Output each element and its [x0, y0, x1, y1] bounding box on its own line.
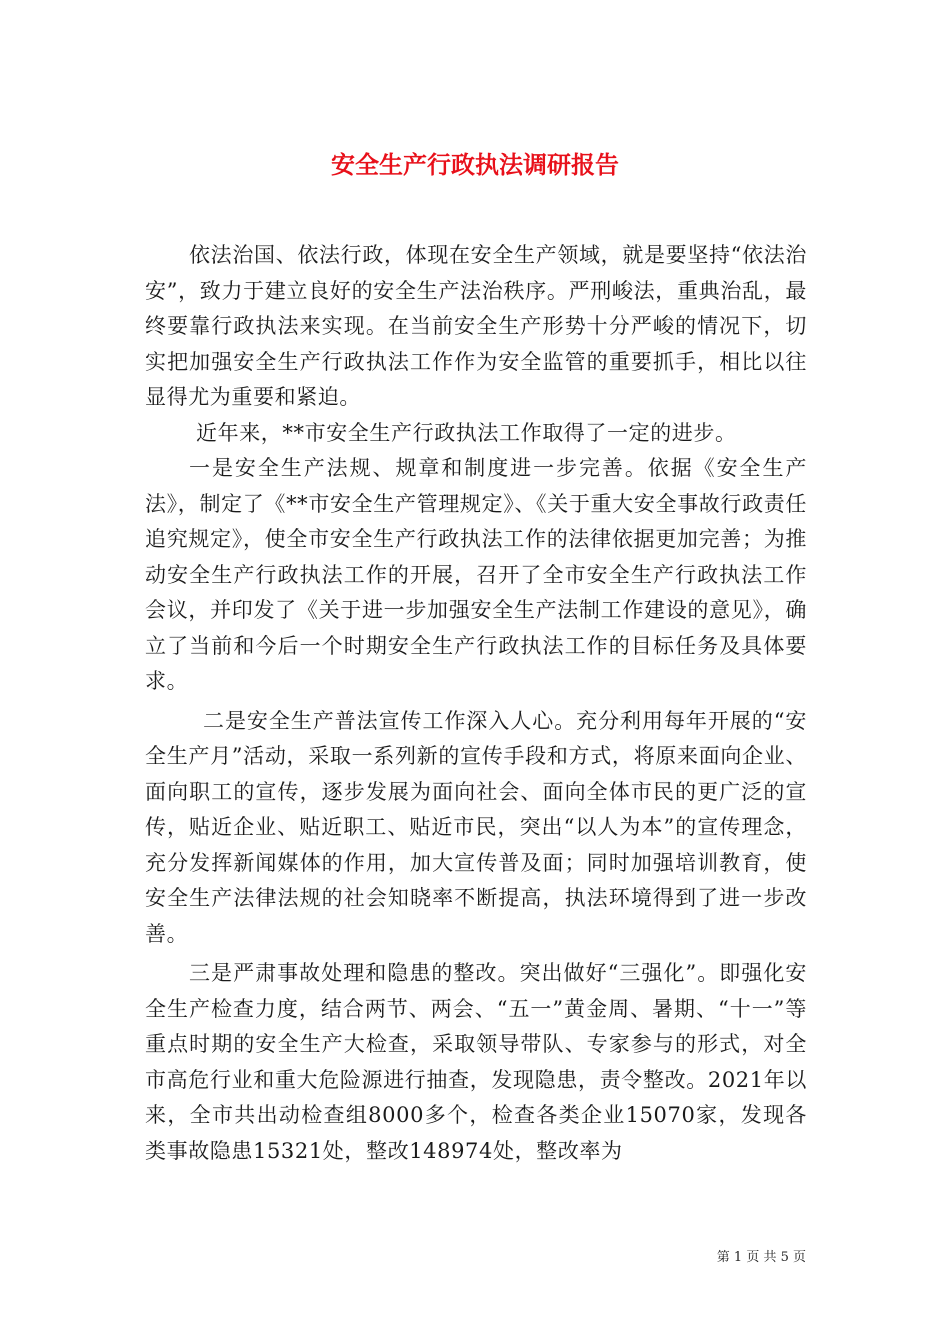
paragraph-regulations: 一是安全生产法规、规章和制度进一步完善。依据《安全生产法》，制定了《**市安全生产管理规定》、《关于重大安全事故行政责任追究规定》，使全市安全生产行政执法工作的法律依据更加完善；为推动安全生产行政执法工作的开展，召开了全市安全生产行政执法工作会议，并印发了《关于进一步加强安全生产法制工作建设的意见》，确立了当前和今后一个时期安全生产行政执法工作的目标任务及具体要求。	[145, 456, 807, 693]
paragraph-intro: 依法治国、依法行政，体现在安全生产领域，就是要坚持“依法治安”，致力于建立良好的安全生产法治秩序。严刑峻法，重典治乱，最终要靠行政执法来实现。在当前安全生产形势十分严峻的情况下，切实把加强安全生产行政执法工作作为安全监管的重要抓手，相比以往显得尤为重要和紧迫。	[145, 243, 807, 409]
paragraph-publicity: 二是安全生产普法宣传工作深入人心。充分利用每年开展的“安全生产月”活动，采取一系列新的宣传手段和方式，将原来面向企业、面向职工的宣传，逐步发展为面向社会、面向全体市民的更广泛的宣传，贴近企业、贴近职工、贴近市民，突出“以人为本”的宣传理念，充分发挥新闻媒体的作用，加大宣传普及面；同时加强培训教育，使安全生产法律法规的社会知晓率不断提高，执法环境得到了进一步改善。	[145, 708, 807, 946]
paragraph-progress: 近年来，**市安全生产行政执法工作取得了一定的进步。	[196, 420, 737, 445]
document-body	[145, 238, 807, 1169]
paragraph-accident-handling: 三是严肃事故处理和隐患的整改。突出做好“三强化”。即强化安全生产检查力度，结合两节、两会、“五一”黄金周、暑期、“十一”等重点时期的安全生产大检查，采取领导带队、专家参与的形式，对全市高危行业和重大危险源进行抽查，发现隐患，责令整改。2021年以来，全市共出动检查组8000多个，检查各类企业15070家，发现各类事故隐患15321处，整改148974处，整改率为	[145, 961, 807, 1163]
page-number: 第 1 页 共 5 页	[716, 1250, 806, 1265]
document-title: 安全生产行政执法调研报告	[331, 150, 619, 180]
